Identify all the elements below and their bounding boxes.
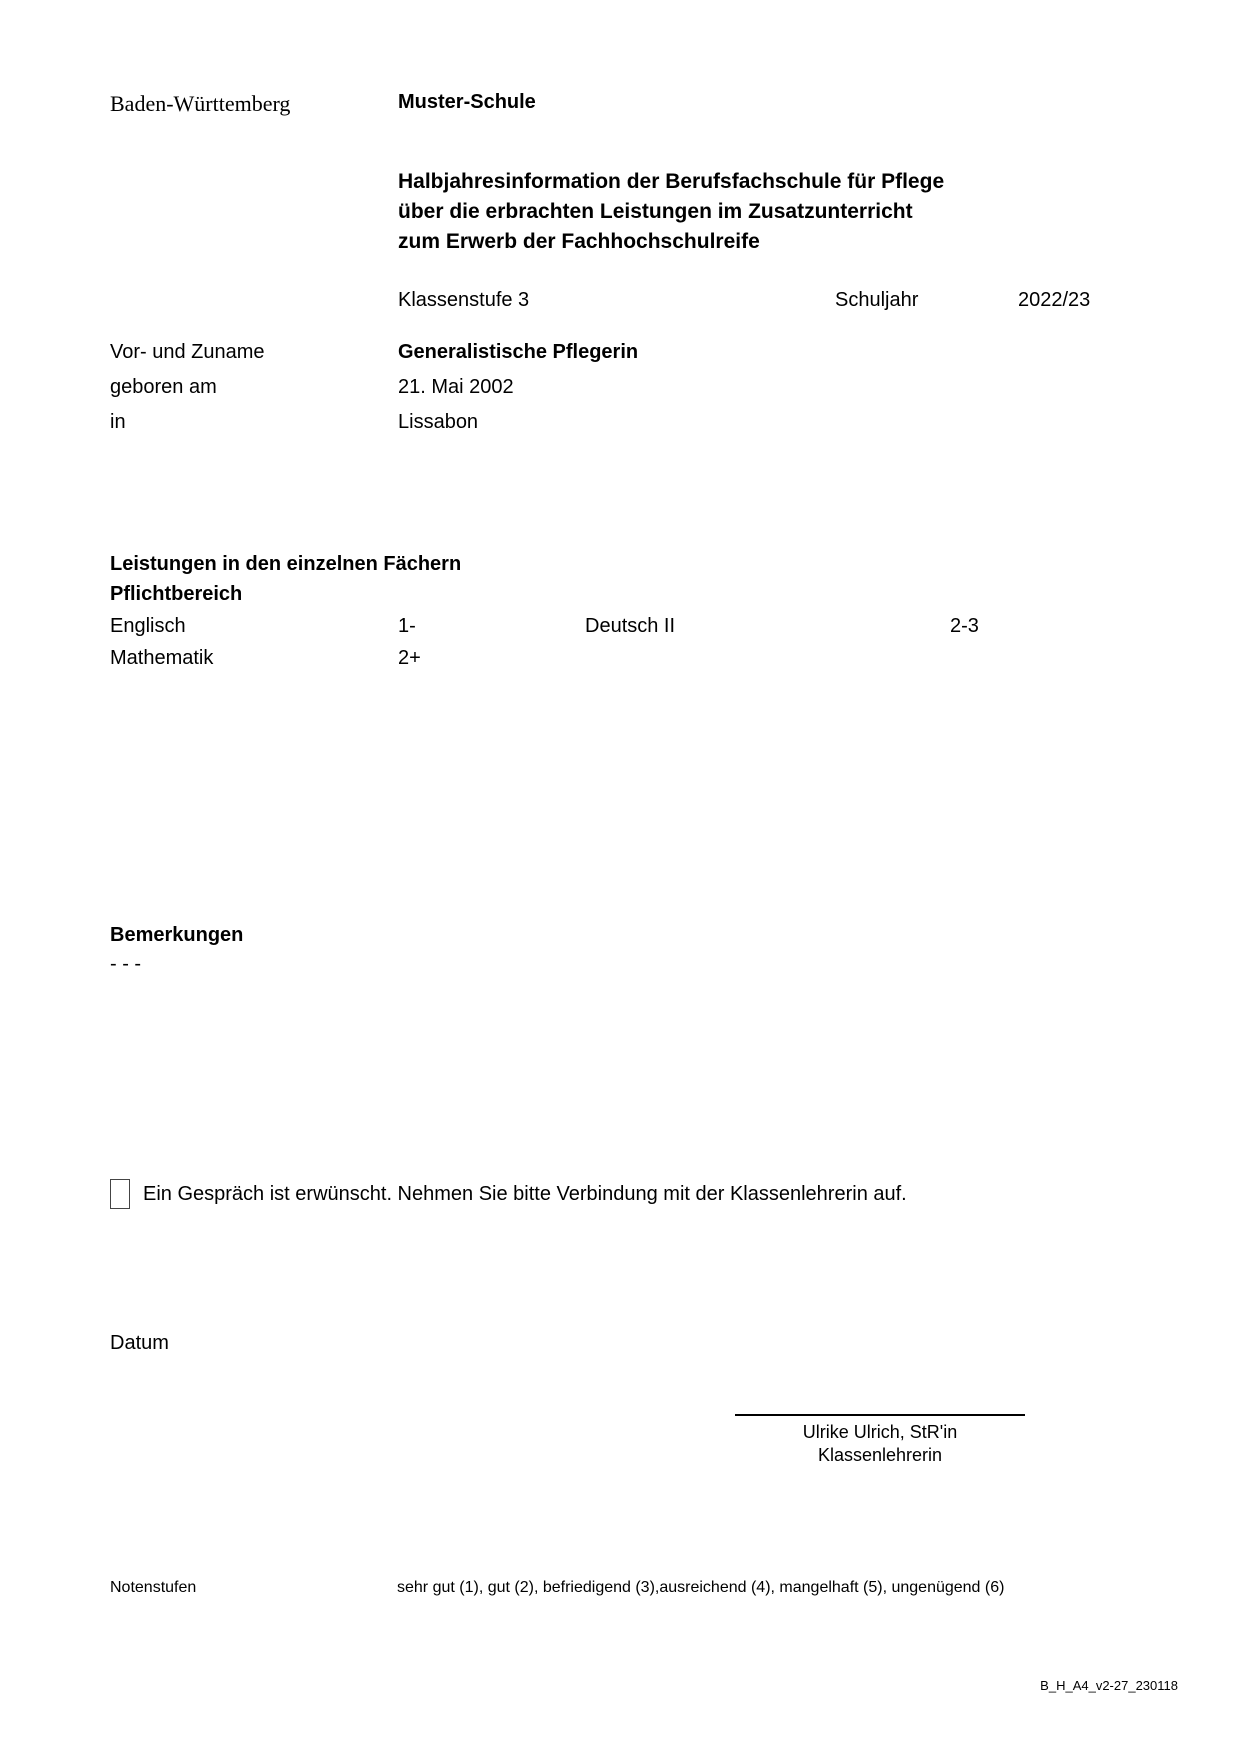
schuljahr-value: 2022/23 bbox=[1018, 289, 1091, 311]
conversation-note: Ein Gespräch ist erwünscht. Nehmen Sie bitte Verbindung mit der Klassenlehrerin auf. bbox=[143, 1183, 907, 1205]
signature-block bbox=[735, 1414, 1025, 1467]
remarks-title: Bemerkungen bbox=[110, 924, 244, 946]
name-value: Generalistische Pflegerin bbox=[398, 341, 639, 363]
grades-section-title: Leistungen in den einzelnen Fächern bbox=[110, 553, 462, 575]
signature-role: Klassenlehrerin bbox=[817, 1445, 943, 1465]
date-label: Datum bbox=[110, 1332, 169, 1354]
conversation-checkbox[interactable] bbox=[110, 1179, 130, 1209]
grades-subsection-title: Pflichtbereich bbox=[110, 583, 243, 605]
klassenstufe-label: Klassenstufe bbox=[398, 289, 513, 311]
region-name: Baden-Württemberg bbox=[110, 91, 291, 116]
klassenstufe-value: 3 bbox=[518, 289, 530, 311]
document-title bbox=[398, 167, 944, 257]
subject-cell: Mathematik bbox=[110, 647, 214, 669]
birthplace-label: in bbox=[110, 411, 126, 433]
form-reference: B_H_A4_v2-27_230118 bbox=[1040, 1678, 1178, 1693]
signature-name: Ulrike Ulrich, StR'in bbox=[802, 1422, 958, 1442]
document-title-line: zum Erwerb der Fachhochschulreife bbox=[398, 230, 760, 253]
birthplace-value: Lissabon bbox=[398, 411, 479, 433]
document-title-line: über die erbrachten Leistungen im Zusatzunterricht bbox=[398, 200, 913, 223]
notenstufen-value: sehr gut (1), gut (2), befriedigend (3),ausreichend (4), mangelhaft (5), ungenügend (6) bbox=[397, 1579, 1005, 1596]
school-name: Muster-Schule bbox=[398, 91, 536, 113]
grade-cell: 2-3 bbox=[950, 615, 979, 637]
grade-cell: 1- bbox=[398, 615, 416, 637]
schuljahr-label: Schuljahr bbox=[835, 289, 919, 311]
subject-cell: Deutsch II bbox=[585, 615, 676, 637]
document-title-line: Halbjahresinformation der Berufsfachschule für Pflege bbox=[398, 170, 945, 193]
notenstufen-label: Notenstufen bbox=[110, 1579, 197, 1596]
grade-cell: 2+ bbox=[398, 647, 421, 669]
born-value: 21. Mai 2002 bbox=[398, 376, 514, 398]
name-label: Vor- und Zuname bbox=[110, 341, 265, 363]
born-label: geboren am bbox=[110, 376, 217, 398]
remarks-value: - - - bbox=[110, 953, 142, 975]
subject-cell: Englisch bbox=[110, 615, 186, 637]
